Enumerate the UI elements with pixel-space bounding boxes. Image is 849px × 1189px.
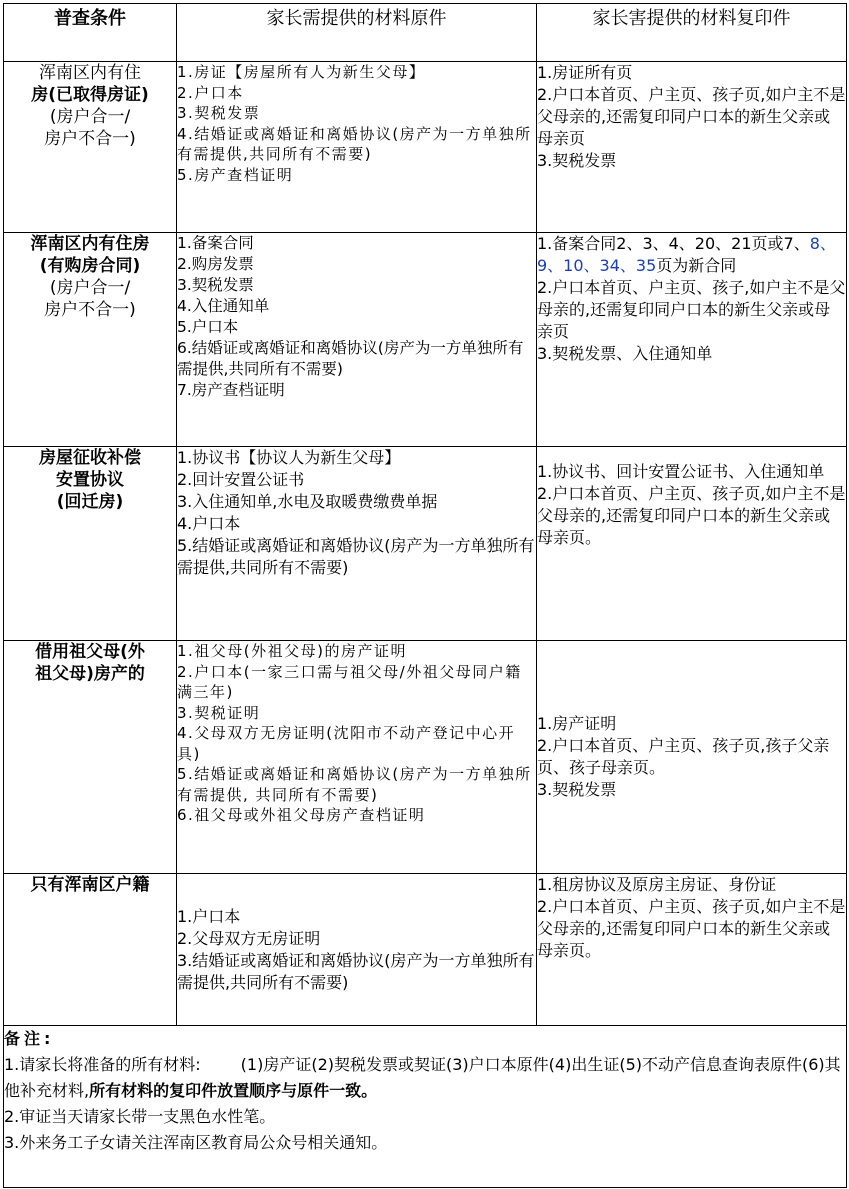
original-item: 4.户口本 — [177, 514, 241, 533]
originals-cell — [177, 447, 537, 641]
original-item: 6.祖父母或外祖父母房产查档证明 — [177, 806, 426, 824]
copies-cell — [537, 641, 847, 874]
condition-line: 只有浑南区户籍 — [30, 875, 150, 895]
original-item: 2.户口本 — [177, 83, 244, 102]
original-item: 1.房证【房屋所有人为新生父母】 — [177, 63, 426, 81]
condition-line: 房户不合一) — [44, 129, 136, 149]
table-row — [4, 233, 847, 447]
condition-line: (有购房合同) — [39, 256, 141, 276]
condition-line: 祖父母)房产的 — [35, 664, 145, 684]
condition-line: (房户合一/ — [49, 278, 131, 298]
copy-item: 2.户口本首页、户主页、孩子页,如户主不是父母亲的,还需复印同户口本的新生父亲或母亲页。 — [537, 897, 846, 960]
table-row — [4, 447, 847, 641]
originals-cell — [177, 62, 537, 233]
original-item: 2.购房发票 — [177, 255, 254, 273]
condition-cell — [4, 233, 177, 447]
copies-cell — [537, 874, 847, 1026]
original-item: 5.房产查档证明 — [177, 165, 294, 184]
note-emphasis: 所有材料的复印件放置顺序与原件一致。 — [89, 1081, 378, 1100]
original-item: 2.回计安置公证书 — [177, 470, 305, 489]
original-item: 3.结婚证或离婚证和离婚协议(房产为一方单独所有需提供,共同所有不需要) — [177, 950, 535, 992]
original-item: 4.父母双方无房证明(沈阳市不动产登记中心开具) — [177, 724, 516, 763]
condition-cell — [4, 874, 177, 1026]
copies-cell — [537, 62, 847, 233]
header-originals: 家长需提供的材料原件 — [177, 4, 537, 62]
note-text: (1)房产证(2)契税发票或契证(3)户口本原件(4)出生证(5)不动产信息查询表原件(6)其他补充材料, — [4, 1055, 841, 1100]
originals-cell — [177, 641, 537, 874]
original-item: 7.房产查档证明 — [177, 381, 285, 399]
original-item: 2.父母双方无房证明 — [177, 928, 321, 948]
original-item: 2.户口本(一家三口需与祖父母/外祖父母同户籍满三年) — [177, 662, 522, 701]
note-item: 2.审证当天请家长带一支黑色水性笔。 — [4, 1107, 276, 1126]
copies-cell — [537, 447, 847, 641]
enrollment-materials-table — [3, 3, 847, 1188]
note-text: 1.请家长将准备的所有材料: — [4, 1055, 201, 1074]
condition-line: 借用祖父母(外 — [35, 642, 145, 662]
condition-line: 浑南区内有住 — [39, 63, 141, 83]
copy-text: 1.备案合同2、3、4、20、21页或7、 — [537, 234, 810, 253]
original-item: 3.契税发票 — [177, 104, 261, 122]
original-item: 1.备案合同 — [177, 234, 254, 252]
table-row — [4, 62, 847, 233]
original-item: 1.协议书【协议人为新生父母】 — [177, 448, 401, 467]
original-item: 3.契税证明 — [177, 703, 261, 722]
originals-cell — [177, 874, 537, 1026]
table-row — [4, 641, 847, 874]
condition-line: 房屋征收补偿 — [39, 448, 141, 468]
condition-line: 房(已取得房证) — [31, 85, 149, 105]
copy-item: 1.协议书、回计安置公证书、入住通知单 — [537, 462, 825, 481]
condition-line: (回迁房) — [56, 492, 124, 512]
table-row — [4, 874, 847, 1026]
copy-item: 1.房产证明 — [537, 714, 617, 733]
condition-line: 浑南区内有住房 — [30, 234, 150, 254]
copy-item: 2.户口本首页、户主页、孩子页,如户主不是父母亲的,还需复印同户口本的新生父亲或母亲页。 — [537, 484, 846, 547]
copy-item: 1.租房协议及原房主房证、身份证 — [537, 875, 777, 894]
copy-item: 3.契税发票 — [537, 151, 617, 170]
original-item: 4.入住通知单 — [177, 297, 270, 315]
original-item: 5.结婚证或离婚证和离婚协议(房产为一方单独所有需提供,共同所有不需要) — [177, 536, 535, 577]
copy-item — [537, 233, 846, 277]
original-item: 3.入住通知单,水电及取暖费缴费单据 — [177, 492, 438, 511]
header-copies: 家长害提供的材料复印件 — [537, 4, 847, 62]
copy-item: 2.户口本首页、户主页、孩子页,孩子父亲页、孩子母亲页。 — [537, 736, 830, 777]
notes-title: 备注: — [4, 1029, 55, 1048]
original-item: 5.结婚证或离婚证和离婚协议(房产为一方单独所有需提供, 共同所有不需要) — [177, 765, 532, 804]
table-header-row — [4, 4, 847, 62]
copy-item: 2.户口本首页、户主页、孩子,如户主不是父母亲的,还需复印同户口本的新生父亲或母亲页 — [537, 278, 846, 341]
condition-cell — [4, 641, 177, 874]
condition-line: 房户不合一) — [44, 300, 136, 320]
copy-item: 3.契税发票 — [537, 780, 617, 799]
note-item — [4, 1052, 846, 1104]
original-item: 3.契税发票 — [177, 276, 254, 294]
original-item: 1.户口本 — [177, 906, 241, 926]
condition-line: 安置协议 — [56, 470, 124, 490]
copies-cell — [537, 233, 847, 447]
condition-line: (房户合一/ — [49, 107, 131, 127]
notes-cell — [4, 1026, 847, 1188]
condition-cell — [4, 447, 177, 641]
header-condition: 普查条件 — [4, 4, 177, 62]
copy-item: 1.房证所有页 — [537, 63, 633, 82]
originals-cell — [177, 233, 537, 447]
copy-text-highlight: 8、9、10、34、35 — [537, 234, 836, 275]
copy-text: 页为新合同 — [656, 256, 737, 275]
condition-cell — [4, 62, 177, 233]
notes-row — [4, 1026, 847, 1188]
original-item: 1.祖父母(外祖父母)的房产证明 — [177, 642, 408, 660]
original-item: 6.结婚证或离婚证和离婚协议(房产为一方单独所有需提供,共同所有不需要) — [177, 339, 524, 378]
copy-item: 3.契税发票、入住通知单 — [537, 344, 713, 363]
note-item: 3.外来务工子女请关注浑南区教育局公众号相关通知。 — [4, 1133, 388, 1152]
original-item: 5.户口本 — [177, 318, 239, 336]
copy-item: 2.户口本首页、户主页、孩子页,如户主不是父母亲的,还需复印同户口本的新生父亲或母亲页 — [537, 85, 846, 148]
original-item: 4.结婚证或离婚证和离婚协议(房产为一方单独所有需提供,共同所有不需要) — [177, 124, 532, 163]
